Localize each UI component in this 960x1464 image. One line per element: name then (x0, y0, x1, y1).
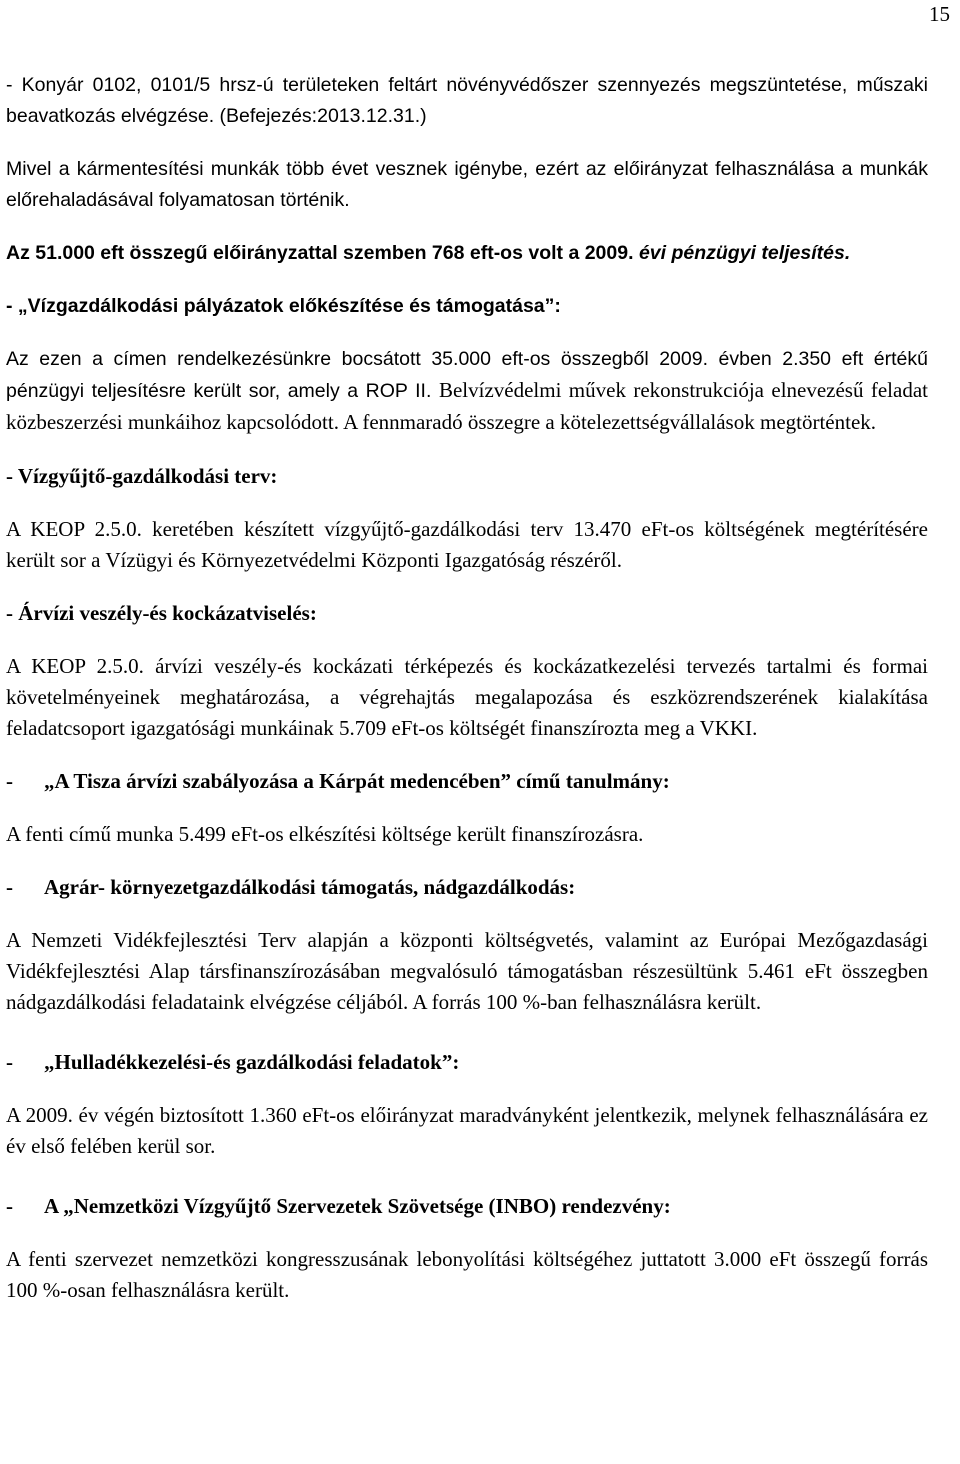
heading-text: „A Tisza árvízi szabályozása a Kárpát medencében” című tanulmány: (44, 769, 670, 793)
inbo-paragraph: A fenti szervezet nemzetközi kongresszusának lebonyolítási költségéhez juttatott 3.000 eFt összegű forrás 100 %-osan felhasználásra került. (6, 1247, 928, 1302)
karmentesites-paragraph: Mivel a kármentesítési munkák több évet vesznek igénybe, ezért az előirányzat felhasználása a munkák előrehaladásával folyamatosan történik. (6, 158, 928, 211)
konyar-item: - Konyár 0102, 0101/5 hrsz-ú területeken feltárt növényvédőszer szennyezés megszüntetése, műszaki beavatkozás elvégzése. (Befejezés:2013.12.31.) (6, 74, 928, 127)
vizgazdalkodasi-paragraph (6, 344, 928, 439)
heading-vizgyujto-terv: - Vízgyűjtő-gazdálkodási terv: (6, 464, 278, 488)
hulladekkezeles-paragraph: A 2009. év végén biztosított 1.360 eFt-os előirányzat maradványként jelentkezik, melynek felhasználására ez év első felében kerül sor. (6, 1103, 928, 1158)
heading-dash: - (6, 1194, 13, 1218)
page-number: 15 (929, 2, 950, 26)
document-body (6, 70, 928, 1306)
heading-tisza-tanulmany (6, 766, 928, 797)
arvizi-paragraph: A KEOP 2.5.0. árvízi veszély-és kockázati térképezés és kockázatkezelési tervezés tartalmi és formai követelményeinek meghatározása, a végrehajtás megalapozása és eszközrendszerének kialakítása feladatcsoport igazgatósági munkáinak 5.709 eFt-os költségét finanszírozta meg a VKKI. (6, 654, 928, 740)
heading-arvizi-veszely: - Árvízi veszély-és kockázatviselés: (6, 601, 317, 625)
heading-hulladekkezeles (6, 1047, 928, 1078)
heading-text: Agrár- környezetgazdálkodási támogatás, nádgazdálkodás: (44, 875, 576, 899)
vizgazdalkodasi-text-b: Belvízvédelmi művek rekonstrukciója elnevezésű feladat közbeszerzési munkáihoz kapcsolódott. A fennmaradó összegre a kötelezettségvállalások megtörténtek. (6, 378, 928, 434)
heading-dash: - (6, 1050, 13, 1074)
summary-bolditalic-text: évi pénzügyi teljesítés. (638, 242, 851, 264)
penzugyi-teljesites-summary (6, 238, 928, 269)
agrar-paragraph: A Nemzeti Vidékfejlesztési Terv alapján a központi költségvetés, valamint az Európai Mezőgazdasági Vidékfejlesztési Alap társfinanszírozásában megvalósuló támogatásban részesültünk 5.461 eFt összegben nádgazdálkodási feladataink elvégzése céljából. A forrás 100 %-ban felhasználásra került. (6, 928, 928, 1014)
heading-inbo-rendezveny (6, 1191, 928, 1222)
heading-agrar-kornyezetgazdalkodas (6, 872, 928, 903)
summary-bold-text: Az 51.000 eft összegű előirányzattal szemben 768 eft-os volt a 2009. (6, 242, 634, 264)
vizgazdalkodasi-text-a: Az ezen a címen rendelkezésünkre bocsátott 35.000 eft-os összegből 2009. évben 2.350 eft értékű pénzügyi teljesítésre került sor, amely a ROP II. (6, 348, 928, 402)
heading-vizgazdalkodasi-palyazatok: - „Vízgazdálkodási pályázatok előkészítése és támogatása”: (6, 295, 561, 317)
heading-text: A „Nemzetközi Vízgyűjtő Szervezetek Szövetsége (INBO) rendezvény: (44, 1194, 671, 1218)
heading-text: „Hulladékkezelési-és gazdálkodási feladatok”: (44, 1050, 460, 1074)
heading-dash: - (6, 769, 13, 793)
heading-dash: - (6, 875, 13, 899)
vizgyujto-paragraph: A KEOP 2.5.0. keretében készített vízgyűjtő-gazdálkodási terv 13.470 eFt-os költségének megtérítésére került sor a Vízügyi és Környezetvédelmi Központi Igazgatóság részéről. (6, 517, 928, 572)
tisza-paragraph: A fenti című munka 5.499 eFt-os elkészítési költsége került finanszírozásra. (6, 822, 644, 846)
